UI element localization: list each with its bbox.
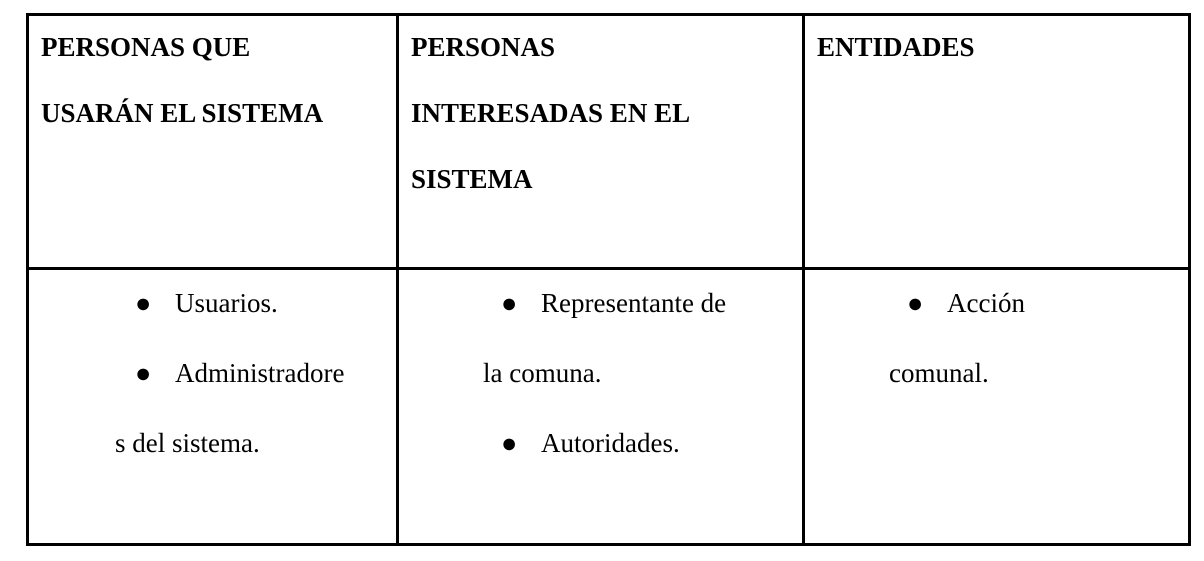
table-body-row (28, 269, 1190, 545)
header-cell-users (28, 15, 398, 269)
list-item (399, 263, 802, 343)
header-cell-interested (398, 15, 804, 269)
bullet-icon: ● (135, 288, 152, 318)
body-cell-interested (398, 269, 804, 545)
users-list (29, 263, 396, 483)
list-item-continuation: la comuna. (483, 358, 602, 388)
list-item-text: Acción (947, 288, 1025, 318)
bullet-icon: ● (501, 428, 518, 458)
header-interested-line-2: INTERESADAS EN EL (411, 98, 691, 128)
bullet-icon: ● (501, 288, 518, 318)
list-item-text: Usuarios. (175, 288, 278, 318)
list-item-text: Administradore (175, 358, 345, 388)
header-entities-line-1: ENTIDADES (817, 32, 975, 62)
list-item (29, 333, 396, 413)
list-item (399, 403, 802, 483)
header-interested-line-1: PERSONAS (411, 32, 556, 62)
stakeholders-table (26, 13, 1191, 546)
list-item-continuation: comunal. (889, 358, 989, 388)
table-header-row (28, 15, 1190, 269)
list-item-continuation: s del sistema. (115, 428, 260, 458)
list-item (805, 263, 1188, 343)
header-users-line-1: PERSONAS QUE (41, 32, 251, 62)
bullet-icon: ● (135, 358, 152, 388)
list-item-text: Autoridades. (541, 428, 680, 458)
header-interested-line-3: SISTEMA (411, 164, 533, 194)
interested-list (399, 263, 802, 483)
list-item (29, 263, 396, 343)
header-interested (399, 14, 802, 212)
header-users-line-2: USARÁN EL SISTEMA (41, 98, 324, 128)
body-cell-entities (804, 269, 1190, 545)
entities-list (805, 263, 1188, 413)
bullet-icon: ● (907, 288, 924, 318)
list-item-text: Representante de (541, 288, 727, 318)
body-cell-users (28, 269, 398, 545)
header-entities (805, 14, 1188, 80)
header-cell-entities (804, 15, 1190, 269)
header-users (29, 14, 396, 146)
